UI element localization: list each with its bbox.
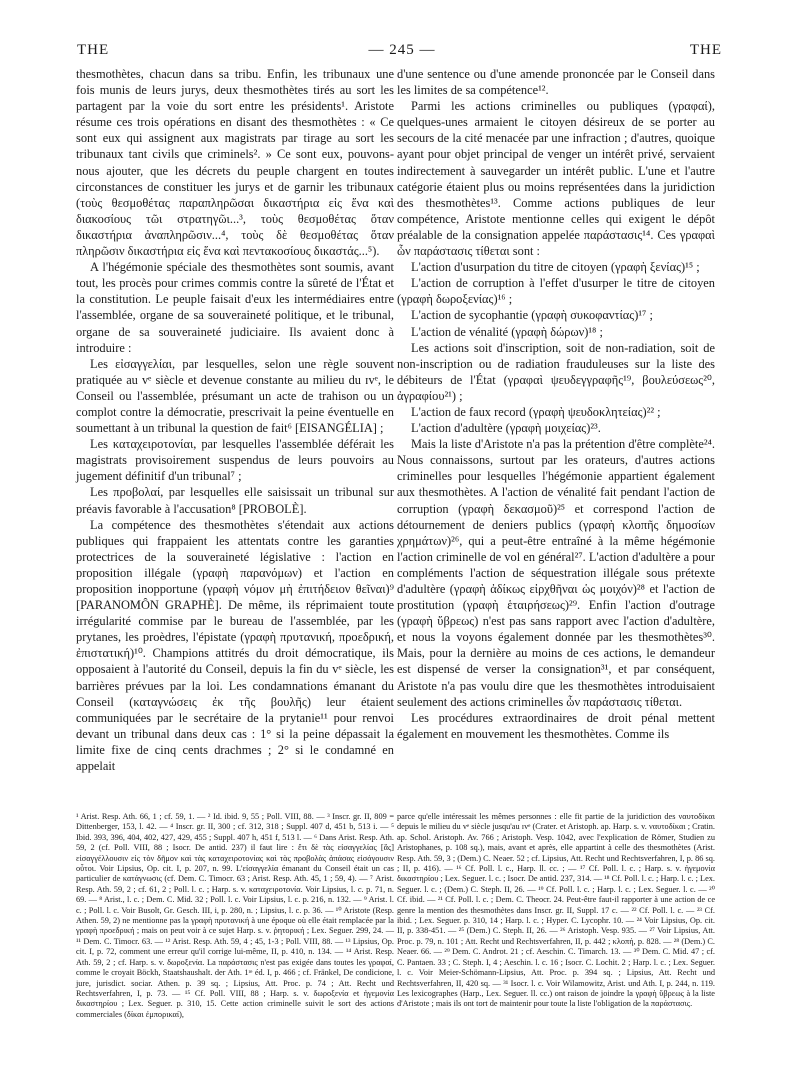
paragraph: Les καταχειροτονίαι, par lesquelles l'assemblée déférait les magistrats provisoirement suspendus de leurs pouvoirs au jugement définitif d'un tribunal⁷ ; [76,437,394,484]
list-item: L'action de faux record (γραφὴ ψευδοκλητείας)²² ; [411,404,661,419]
left-column [76,66,394,774]
paragraph: A l'hégémonie spéciale des thesmothètes sont soumis, avant tout, les procès pour crimes commis contre la sûreté de l'État et la constitution. Le peuple faisait d'eux les intermédiaires entre l'assemblée, organe de sa souveraineté politique, et le tribunal, organe de sa souveraineté judiciaire. Ils avaient donc à introduire : [76,260,394,355]
paragraph: La compétence des thesmothètes s'étendait aux actions publiques qui frappaient les attentats contre les garanties protectrices de la souveraineté législative : l'action en proposition illégale (γραφὴ παρανόμων) et l'action en proposition inopportune (γραφὴ νόμον μὴ ἐπιτήδειον θεῖναι)⁹ [PARANOMÔN GRAPHÈ]. De même, ils réprimaient toute irrégularité commise par le bureau de l'assemblée, par les prytanes, les proèdres, l'épistate (γραφὴ πρυτανική, προεδρική, ἐπιστατική)¹⁰. Champions attitrés du droit démocratique, ils opposaient à l'autorité du Conseil, depuis la fin du vᵉ siècle, les barrières prévues par la loi. Les condamnations émanant du Conseil (καταγνώσεις ἐκ τῆς βουλῆς) leur étaient communiquées par le secrétaire de la prytanie¹¹ pour renvoi devant un tribunal dans deux cas : 1° si la peine dépassait la limite fixe de cinq cents drachmes ; 2° si le condamné en appelait [76,517,394,774]
footnotes-left [76,812,394,1020]
right-column [397,66,715,742]
paragraph: thesmothètes, chacun dans sa tribu. Enfin, les tribunaux une fois munis de leurs jurys, deux thesmothètes tirés au sort les partagent par la voie du sort entre les présidents¹. Aristote résume ces trois opérations en disant des thesmothètes : « Ce sont eux qui assignent aux magistrats par tirage au sort les tribunaux tant civils que criminels². » Ce sont eux, pouvons-nous ajouter, que les décrets du peuple chargent en toutes circonstances de constituer les jurys et de garnir les tribunaux (τοὺς θεσμοθέτας παραπληρῶσαι δικαστήρια εἰς ἕνα καὶ διακοσίους τῶι στρατηγῶι...³, τοὺς θεσμοθέτας ὅταν δικαστήρια ἀναπληρῶσιν...⁴, τοὺς δὲ θεσμοθέτας ὅταν πληρῶσιν δικαστήρια εἰς ἕνα καὶ πεντακοσίους δικαστάς...⁵). [76,67,394,259]
list-item: Les actions soit d'inscription, soit de non-radiation, soit de non-inscription ou de radiation frauduleuses sur la liste des débiteurs de l'État (γραφαὶ ψευδεγγραφῆς¹⁹, βουλεύσεως²⁰, ἀγραφίου²¹) ; [397,340,715,403]
list-item: L'action de corruption à l'effet d'usurper le titre de citoyen (γραφὴ δωροξενίας)¹⁶ ; [397,276,715,307]
page-number: — 245 — [368,42,436,58]
list-item: L'action d'usurpation du titre de citoyen (γραφὴ ξενίας)¹⁵ ; [411,260,700,275]
paragraph: Les procédures extraordinaires de droit pénal mettent également en mouvement les thesmothètes. Comme ils [397,710,715,741]
list-item: L'action de vénalité (γραφὴ δώρων)¹⁸ ; [411,324,603,339]
footnotes-right [397,812,715,1010]
paragraph: Mais la liste d'Aristote n'a pas la prétention d'être complète²⁴. Nous connaissons, surtout par les orateurs, d'autres actions criminelles pour lesquelles l'hégémonie appartient également aux thesmothètes. A l'action de vénalité fait pendant l'action de corruption (γραφὴ δεκασμοῦ)²⁵ et correspond l'action de détournement de deniers publics (γραφὴ κλοπῆς δημοσίων χρημάτων)²⁶, qui a peut-être entraîné à la même hégémonie l'action criminelle de vol en général²⁷. L'action d'adultère a pour compléments l'action de séquestration illégale sous prétexte d'adultère (γραφὴ ἀδίκως εἰρχθῆναι ὡς μοιχόν)²⁸ et l'action de prostitution (γραφὴ ἑταιρήσεως)²⁹. Enfin l'action d'outrage (γραφὴ ὕβρεως) n'est pas sans rapport avec l'action d'adultère, et nous la voyons également donnée par les thesmothètes³⁰. Mais, pour la dernière au moins de ces actions, le demandeur est dispensé de verser la consignation³¹, et par conséquent, Aristote n'a pas voulu dire que les thesmothètes introduisaient seulement des actions criminelles ὧν παράστασις τίθεται. [397,437,715,709]
header-right: THE [689,42,722,58]
paragraph: Les εἰσαγγελίαι, par lesquelles, selon une règle souvent pratiquée au vᵉ siècle et devenue constante au milieu du ɪᴠᵉ, le Conseil ou l'assemblée, présumant un acte de trahison ou un complot contre la démocratie, prescrivait la peine éventuelle en soumettant à un tribunal la question de fait⁶ [EISANGÉLIA] ; [76,356,394,436]
paragraph: Parmi les actions criminelles ou publiques (γραφαί), quelques-unes armaient le citoyen désireux de se porter au secours de la cité menacée par une infraction ; d'autres, quoique ayant pour objet principal de venger un intérêt privé, servaient indirectement à sauvegarder un intérêt public. L'une et l'autre catégorie étaient plus ou moins représentées dans la juridiction des thesmothètes¹³. Comme actions publiques de leur compétence, Aristote mentionne celles qui exigent le dépôt préalable de la consignation appelée παράστασις¹⁴. Ces γραφαὶ ὧν παράστασις τίθεται sont : [397,99,715,259]
footnote-text: parce qu'elle intéressait les mêmes personnes : elle fit partie de la juridiction des ναυτοδίκαι depuis le milieu du vᵉ siècle jusqu'au ɪᴠᵉ (Crater. et Aristoph. ap. Harp. s. v. ναυτοδίκαι ; Cratin. ap. Schol. Aristoph. Av. 766 ; Aristoph. Vesp. 1042, avec l'explication de Römer, Studien zu Aristophanes, p. 108 sq.), mais, avant et après, elle appartint à celle des thesmothètes (Arist. Resp. Ath. 59, 3 ; (Dem.) C. Neaer. 52 ; cf. Lipsius, Att. Recht und Rechtsverfahren, I, p. 86 sq. ; II, p. 416). — ¹⁶ Cf. Poll. l. c., Harp. ll. cc. ; — ¹⁷ Cf. Poll. l. c. ; Harp. s. v. ἡγεμονία δικαστηρίου ; Lex. Seguer. l. c. ; Isocr. De antid. 237, 314. — ¹⁸ Cf. Poll. l. c. ; Harp. l. c. ; Lex. Seguer. l. c. ; (Dem.) C. Steph. II, 26. — ¹⁹ Cf. Poll. l. c. ; Harp. l. c. ; Lex. Seguer. l. c. — ²⁰ Cf. ibid. — ²¹ Cf. Poll. l. c. ; Dem. C. Theocr. 24. Peut-être faut-il rapporter à une action de ce genre la mention des thesmothètes dans Inscr. gr. II, Suppl. 17 c. — ²² Cf. Poll. l. c. — ²³ Cf. ibid. ; Lex. Seguer. p. 310, 14 ; Harp. l. c. ; Hyper. C. Lycophr. 10. — ²⁴ Voir Lipsius, Op. cit. II, p. 338-451. — ²⁵ (Dem.) C. Steph. II, 26. — ²⁶ Aristoph. Vesp. 935. — ²⁷ Voir Lipsius, Att. Proc. p. 79, n. 101 ; Att. Recht und Rechtsverfahren, II, p. 442 ; κλοπή, p. 828. — ²⁸ (Dem.) C. Neaer. 66. — ²⁹ Dem. C. Androt. 21 ; cf. Aeschin. C. Timarch. 13. — ³⁰ Dem. C. Mid. 47 ; cf. C. Pantaen. 33 ; C. Steph. I, 4 ; Aeschin. l. c. 16 ; Isocr. C. Lochit. 2 ; Harp. l. c. ; Lex. Seguer. l. c. Voir Meier-Schömann-Lipsius, Att. Proc. p. 394 sq. ; Lipsius, Att. Recht und Rechtsverfahren, II, 420 sq. — ³¹ Isocr. l. c. Voir Wilamowitz, Arist. und Ath. I, p. 244, n. 119. Les lexicographes (Harp., Lex. Seguer. ll. cc.) ont raison de joindre la γραφὴ ὕβρεως à la liste d'Aristote ; mais ils ont tort de maintenir pour toute la liste l'obligation de la παράστασις. [397,812,715,1009]
header-left: THE [77,42,110,58]
running-header [72,42,732,62]
paragraph: Les προβολαί, par lesquelles elle saisissait un tribunal sur préavis favorable à l'accusation⁸ [PROBOLÈ]. [76,485,394,516]
list-item: L'action d'adultère (γραφὴ μοιχείας)²³. [411,421,601,436]
paragraph: d'une sentence ou d'une amende prononcée par le Conseil dans les limites de sa compétence¹². [397,67,715,98]
footnote-text: ¹ Arist. Resp. Ath. 66, 1 ; cf. 59, 1. — ² Id. ibid. 9, 55 ; Poll. VIII, 88. — ³ Inscr. gr. II, 809 = Dittenberger, 153, l. 42. — ⁴ Inscr. gr. II, 300 ; cf. 312, 318 ; Suppl. 407 d, 451 b, 513 i. — ⁵ Ibid. 393, 396, 404, 402, 427, 429, 455 ; Suppl. 407 h, 451 f, 513 l. — ⁶ Dans Arist. Resp. Ath. 59, 2 (cf. Poll. VIII, 88 ; Isocr. De antid. 237) il faut lire : ἔτι δὲ τὰς εἰσαγγελίας [ἃς] εἰσαγγέλλουσιν εἰς τὸν δῆμον καὶ τὰς καταχειροτονίας καὶ τὰς προβολὰς ἁπάσας εἰσάγουσιν οὗτοι. Voir Lipsius, Op. cit. I, p. 207, n. 99. L'εἰσαγγελία émanant du Conseil était un cas particulier de κατάγνωσις (cf. Dem. C. Timocr. 63 ; Arist. Resp. Ath. 45, 1 ; 59, 4). — ⁷ Arist. Resp. Ath. 59, 2 ; cf. 61, 2 ; Poll. l. c. ; Harp. s. v. καταχειροτονία. Voir Lipsius, l. c. p. 71, n. 69. — ⁸ Arist., l. c. ; Dem. C. Mid. 32 ; Poll. l. c. Voir Lipsius, l. c. p. 216, n. 132. — ⁹ Arist. l. c. ; Poll. l. c. Voir Busolt, Gr. Gesch. III, i, p. 280, n. ; Lipsius, l. c. p. 36. — ¹⁰ Aristote (Resp. Athen. 59, 2) ne mentionne pas la γραφὴ πρυτανική à une époque où elle était remplacée par la γραφὴ προεδρική ; mais on peut voir à ce sujet Harp. s. v. ῥητορική ; Lex. Seguer. 299, 24. — ¹¹ Dem. C. Timocr. 63. — ¹² Arist. Resp. Ath. 59, 4 ; 45, 1-3 ; Poll. VIII, 88. — ¹³ Lipsius, Op. cit. I, p. 72, comment une erreur qu'il corrige lui-même, II, p. 410, n. 134. — ¹⁴ Arist. Resp. Ath. 59, 2 ; cf. Harp. s. v. δωροξενία. La παράστασις n'est pas exigée dans toutes les γραφαί, comme le croyait Böckh, Staatshaushalt. der Ath. 1ʳᵉ éd. I, p. 466 ; cf. Fränkel, De condicione, jure, jurisdict. sociar. Athen. p. 39 sq. ; Lipsius, Att. Proc. p. 74 ; Att. Recht und Rechtsverfahren, I, p. 73. — ¹⁵ Cf. Poll. VIII, 88 ; Harp. s. v. δωροξενία et ἡγεμονία δικαστηρίου ; Lex. Seguer. p. 310, 15. Cette action criminelle suivit le sort des actions commerciales (δίκαι ἐμπορικαί), [76,812,394,1019]
list-item: L'action de sycophantie (γραφὴ συκοφαντίας)¹⁷ ; [411,308,653,323]
